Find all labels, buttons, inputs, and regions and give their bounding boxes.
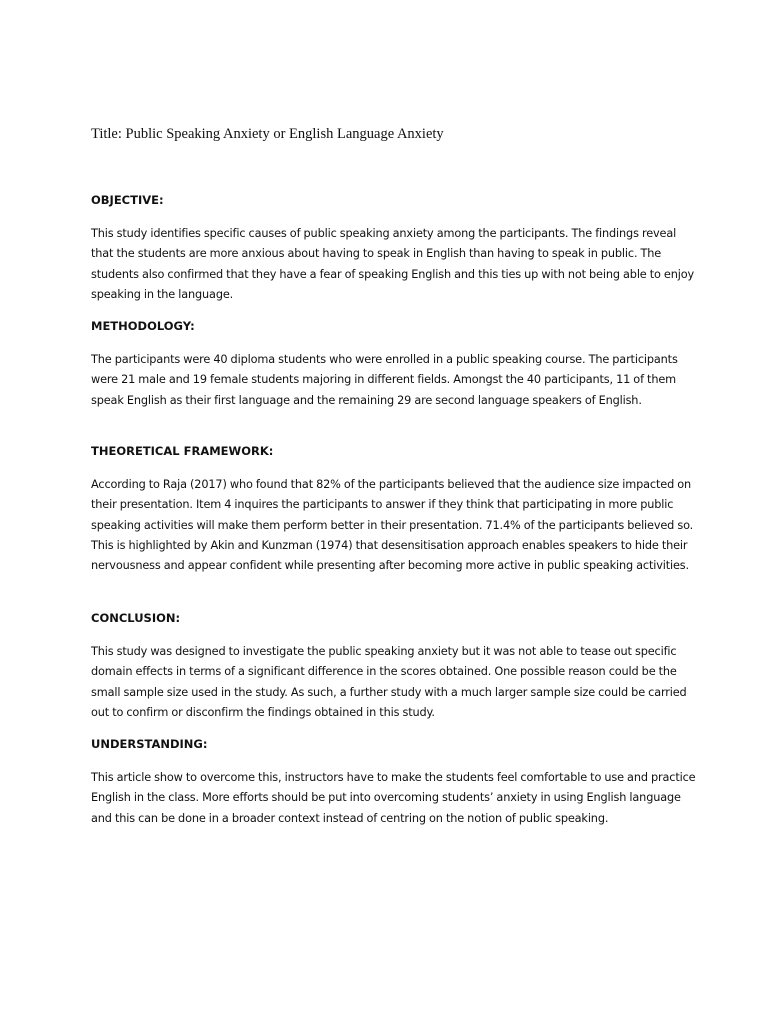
section-body-theoretical-framework: According to Raja (2017) who found that 82% of the participants believed that the audience size impacted on their presentation. Item 4 inquires the participants to answer if they think that participating in more public speaking activities will make them perform better in their presentation. 71.4% of the participants believed so. This is highlighted by Akin and Kunzman (1974) that desensitisation approach enables speakers to hide their nervousness and appear confident while presenting after becoming more active in public speaking activities. <box>91 478 694 573</box>
document-title: Title: Public Speaking Anxiety or English Language Anxiety <box>91 126 444 142</box>
section-heading-understanding: UNDERSTANDING: <box>91 737 208 751</box>
section-conclusion <box>91 610 696 723</box>
section-heading-theoretical-framework: THEORETICAL FRAMEWORK: <box>91 444 274 458</box>
section-body-understanding: This article show to overcome this, instructors have to make the students feel comfortable to use and practice English in the class. More efforts should be put into overcoming students’ anxiety in using English language and this can be done in a broader context instead of centring on the notion of public speaking. <box>91 771 696 825</box>
section-heading-objective: OBJECTIVE: <box>91 193 164 207</box>
section-heading-conclusion: CONCLUSION: <box>91 611 181 625</box>
section-objective <box>91 192 696 305</box>
section-theoretical-framework <box>91 443 696 576</box>
section-body-objective: This study identifies specific causes of public speaking anxiety among the participants. The findings reveal that the students are more anxious about having to speak in English than having to speak in public. The students also confirmed that they have a fear of speaking English and this ties up with not being able to enjoy speaking in the language. <box>91 227 695 301</box>
section-body-methodology: The participants were 40 diploma students who were enrolled in a public speaking course. The participants were 21 male and 19 female students majoring in different fields. Amongst the 40 participants, 11 of them speak English as their first language and the remaining 29 are second language speakers of English. <box>91 353 678 407</box>
section-understanding <box>91 736 696 829</box>
section-heading-methodology: METHODOLOGY: <box>91 319 195 333</box>
section-methodology <box>91 318 696 411</box>
section-body-conclusion: This study was designed to investigate the public speaking anxiety but it was not able to tease out specific domain effects in terms of a significant difference in the scores obtained. One possible reason could be the small sample size used in the study. As such, a further study with a much larger sample size could be carried out to confirm or disconfirm the findings obtained in this study. <box>91 645 687 719</box>
